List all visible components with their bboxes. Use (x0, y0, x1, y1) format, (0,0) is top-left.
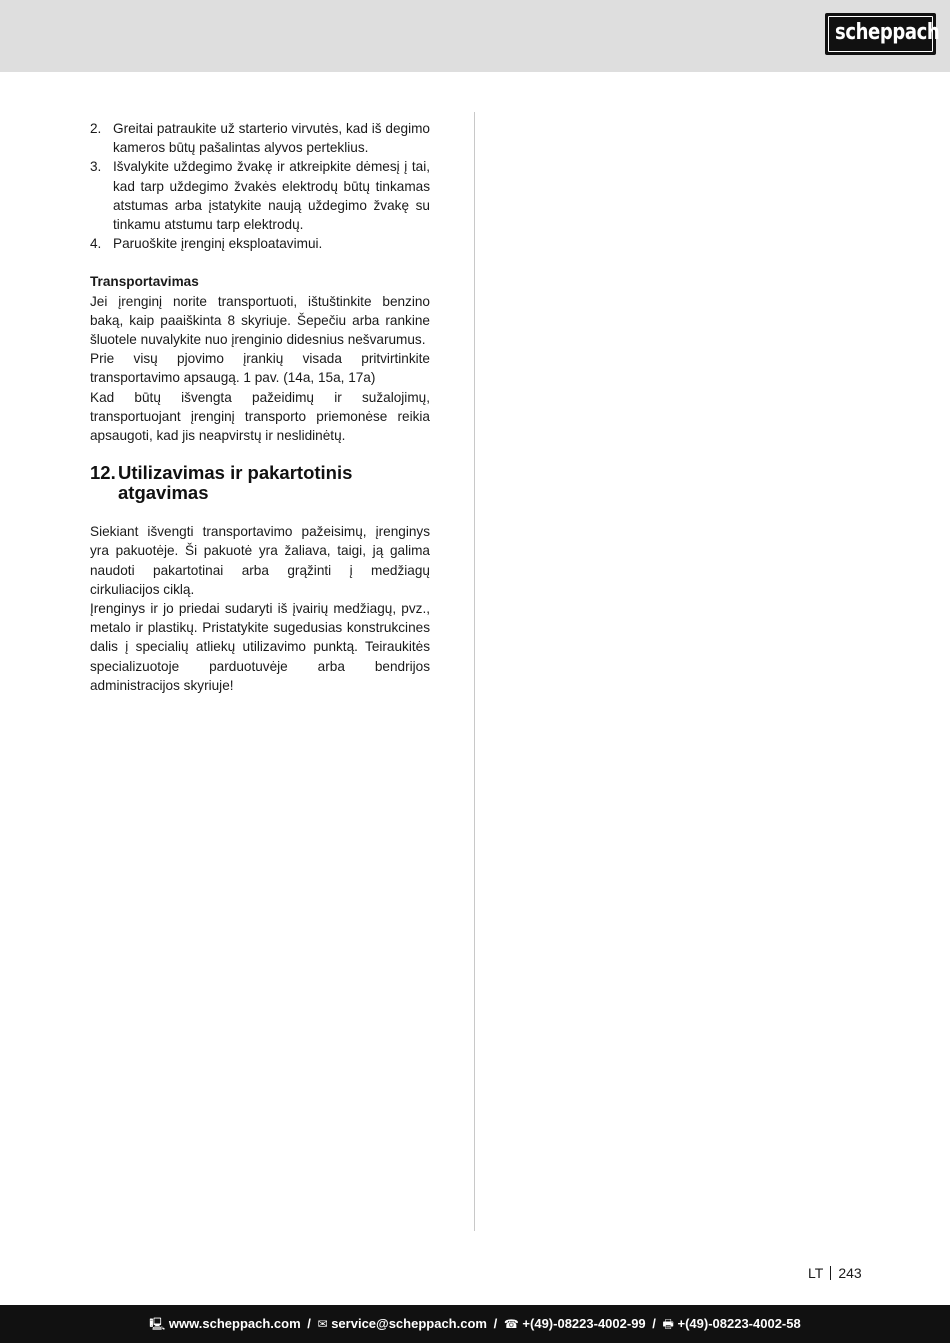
step-number: 3. (90, 159, 102, 175)
transport-paragraph: Prie visų pjovimo įrankių visada pritvirtinkite transportavimo apsaugą. 1 pav. (14a, 15a, 17a) (90, 351, 430, 386)
phone-icon: ☎︎ (503, 1317, 519, 1331)
transport-paragraph: Jei įrenginį norite transportuoti, ištuštinkite benzino baką, kaip paaiškinta 8 skyriuje. Šepečiu arba rankine šluotele nuvalykite nuo įrenginio didesnius nešvarumus. (90, 293, 430, 348)
computer-icon: 🖳︎ (149, 1317, 166, 1331)
page-number-value: 243 (838, 1265, 862, 1281)
column-divider (474, 112, 475, 1231)
step-text: Išvalykite uždegimo žvakę ir atkreipkite dėmesį į tai, kad tarp uždegimo žvakės elektrodų būtų tinkamas atstumas arba įstatykite naują uždegimo žvakę su tinkamu atstumu tarp elektrodų. (113, 159, 430, 233)
transport-heading: Transportavimas (90, 274, 199, 290)
step-number: 4. (90, 236, 102, 252)
footer-separator: / (493, 1316, 498, 1331)
section-heading (90, 463, 430, 503)
footer-separator: / (307, 1316, 311, 1331)
language-code: LT (808, 1265, 824, 1281)
step-text: Greitai patraukite už starterio virvutės, kad iš degimo kameros būtų pašalintas alyvos perteklius. (113, 121, 430, 156)
logo-text: scheppach (834, 20, 940, 45)
footer-fax: +(49)-08223-4002-58 (677, 1316, 801, 1331)
footer-separator: / (652, 1316, 656, 1331)
step-text: Paruoškite įrenginį eksploatavimui. (113, 236, 323, 252)
list-item (90, 119, 430, 157)
page-footer (0, 1305, 950, 1343)
email-icon: ✉︎ (317, 1317, 328, 1331)
instruction-steps (90, 119, 430, 253)
list-item (90, 157, 430, 234)
step-number: 2. (90, 121, 102, 136)
footer-website[interactable]: www.scheppach.com (168, 1316, 301, 1331)
fax-icon: 🖶︎ (662, 1317, 674, 1331)
section-number: 12. (90, 462, 116, 484)
section-paragraph: Siekiant išvengti transportavimo pažeisimų, įrenginys yra pakuotėje. Ši pakuotė yra žaliava, taigi, ją galima naudoti pakartotinai arba grąžinti į medžiagų cirkuliacijos ciklą. (90, 524, 430, 597)
section-paragraph: Įrenginys ir jo priedai sudaryti iš įvairių medžiagų, pvz., metalo ir plastikų. Pristatykite sugedusias konstrukcines dalis į specialių atliekų utilizavimo punktą. Teiraukitės specializuotoje parduotuvėje arba bendrijos administracijos skyriuje! (90, 601, 430, 693)
left-column (90, 119, 430, 695)
footer-email[interactable]: service@scheppach.com (331, 1316, 487, 1331)
section-title-text: Utilizavimas ir pakartotinis atgavimas (118, 462, 353, 504)
page-number (808, 1263, 862, 1283)
page-separator (830, 1266, 831, 1280)
footer-phone: +(49)-08223-4002-99 (522, 1316, 646, 1331)
scheppach-logo (825, 13, 940, 55)
list-item (90, 234, 430, 253)
transport-paragraph: Kad būtų išvengta pažeidimų ir sužalojimų, transportuojant įrenginį transporto priemonėse reikia apsaugoti, kad jis neapvirstų ir neslidinėtų. (90, 389, 430, 444)
page-header (0, 0, 950, 72)
section-body (90, 522, 430, 695)
